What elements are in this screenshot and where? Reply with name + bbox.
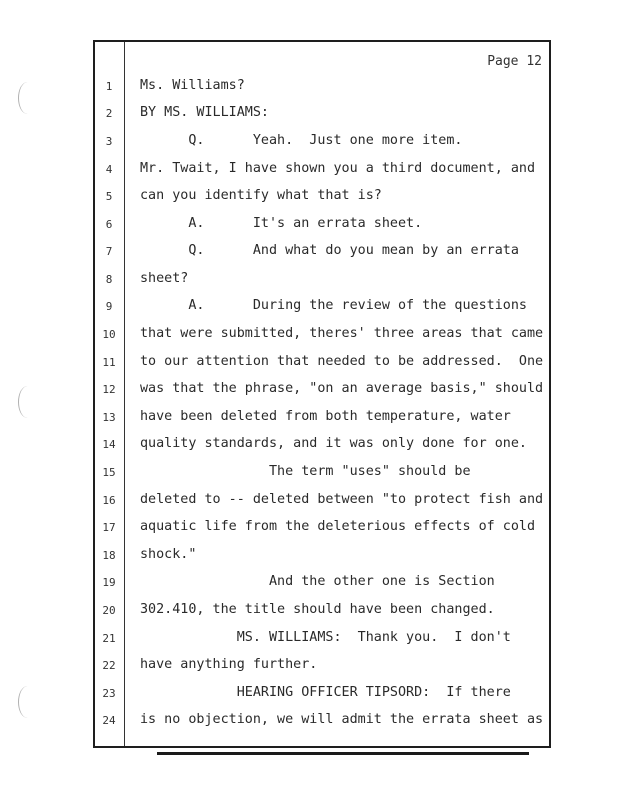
transcript-line: The term "uses" should be bbox=[140, 464, 471, 479]
line-number: 12 bbox=[102, 383, 116, 396]
transcript-line: MS. WILLIAMS: Thank you. I don't bbox=[140, 630, 511, 645]
line-number: 14 bbox=[102, 438, 116, 451]
line-number: 23 bbox=[102, 687, 116, 700]
transcript-line: Mr. Twait, I have shown you a third document, and bbox=[140, 161, 536, 176]
transcript-line: that were submitted, theres' three areas that came bbox=[140, 326, 544, 341]
line-number: 20 bbox=[102, 604, 116, 617]
line-number: 7 bbox=[105, 245, 113, 258]
transcript-line: quality standards, and it was only done for one. bbox=[140, 436, 527, 451]
transcript-line: HEARING OFFICER TIPSORD: If there bbox=[140, 685, 511, 700]
transcript-line: have anything further. bbox=[140, 657, 318, 672]
transcript-line: sheet? bbox=[140, 271, 189, 286]
transcript-line: have been deleted from both temperature, water bbox=[140, 409, 511, 424]
line-number: 9 bbox=[105, 300, 113, 313]
line-number: 6 bbox=[105, 218, 113, 231]
line-number: 13 bbox=[102, 411, 116, 424]
transcript-line: deleted to -- deleted between "to protect fish and bbox=[140, 492, 544, 507]
page-number: Page 12 bbox=[487, 54, 542, 69]
transcript-line: 302.410, the title should have been changed. bbox=[140, 602, 495, 617]
line-number: 16 bbox=[102, 494, 116, 507]
line-number: 11 bbox=[102, 356, 116, 369]
line-number: 4 bbox=[105, 163, 113, 176]
transcript-line: aquatic life from the deleterious effects of cold bbox=[140, 519, 536, 534]
transcript-line: Q. And what do you mean by an errata bbox=[140, 243, 519, 258]
transcript-line: Q. Yeah. Just one more item. bbox=[140, 133, 463, 148]
line-number-margin-rule bbox=[124, 42, 125, 746]
transcript-line: Ms. Williams? bbox=[140, 78, 245, 93]
binder-hole-mark bbox=[18, 82, 37, 114]
line-number: 5 bbox=[105, 190, 113, 203]
transcript-line: A. It's an errata sheet. bbox=[140, 216, 423, 231]
line-number: 1 bbox=[105, 80, 113, 93]
line-number: 22 bbox=[102, 659, 116, 672]
transcript-line: can you identify what that is? bbox=[140, 188, 382, 203]
transcript-line: shock." bbox=[140, 547, 197, 562]
line-number: 17 bbox=[102, 521, 116, 534]
transcript-line: to our attention that needed to be addressed. One bbox=[140, 354, 544, 369]
line-number: 10 bbox=[102, 328, 116, 341]
line-number: 24 bbox=[102, 714, 116, 727]
transcript-line: And the other one is Section bbox=[140, 574, 495, 589]
bottom-rule bbox=[157, 752, 529, 755]
line-number: 2 bbox=[105, 107, 113, 120]
line-number: 8 bbox=[105, 273, 113, 286]
line-number: 3 bbox=[105, 135, 113, 148]
transcript-line: is no objection, we will admit the errata sheet as bbox=[140, 712, 544, 727]
line-number: 18 bbox=[102, 549, 116, 562]
line-number: 19 bbox=[102, 576, 116, 589]
line-number: 21 bbox=[102, 632, 116, 645]
transcript-line: BY MS. WILLIAMS: bbox=[140, 105, 269, 120]
transcript-line: A. During the review of the questions bbox=[140, 298, 527, 313]
binder-hole-mark bbox=[18, 686, 37, 718]
line-number: 15 bbox=[102, 466, 116, 479]
transcript-line: was that the phrase, "on an average basis," should bbox=[140, 381, 544, 396]
binder-hole-mark bbox=[18, 386, 37, 418]
